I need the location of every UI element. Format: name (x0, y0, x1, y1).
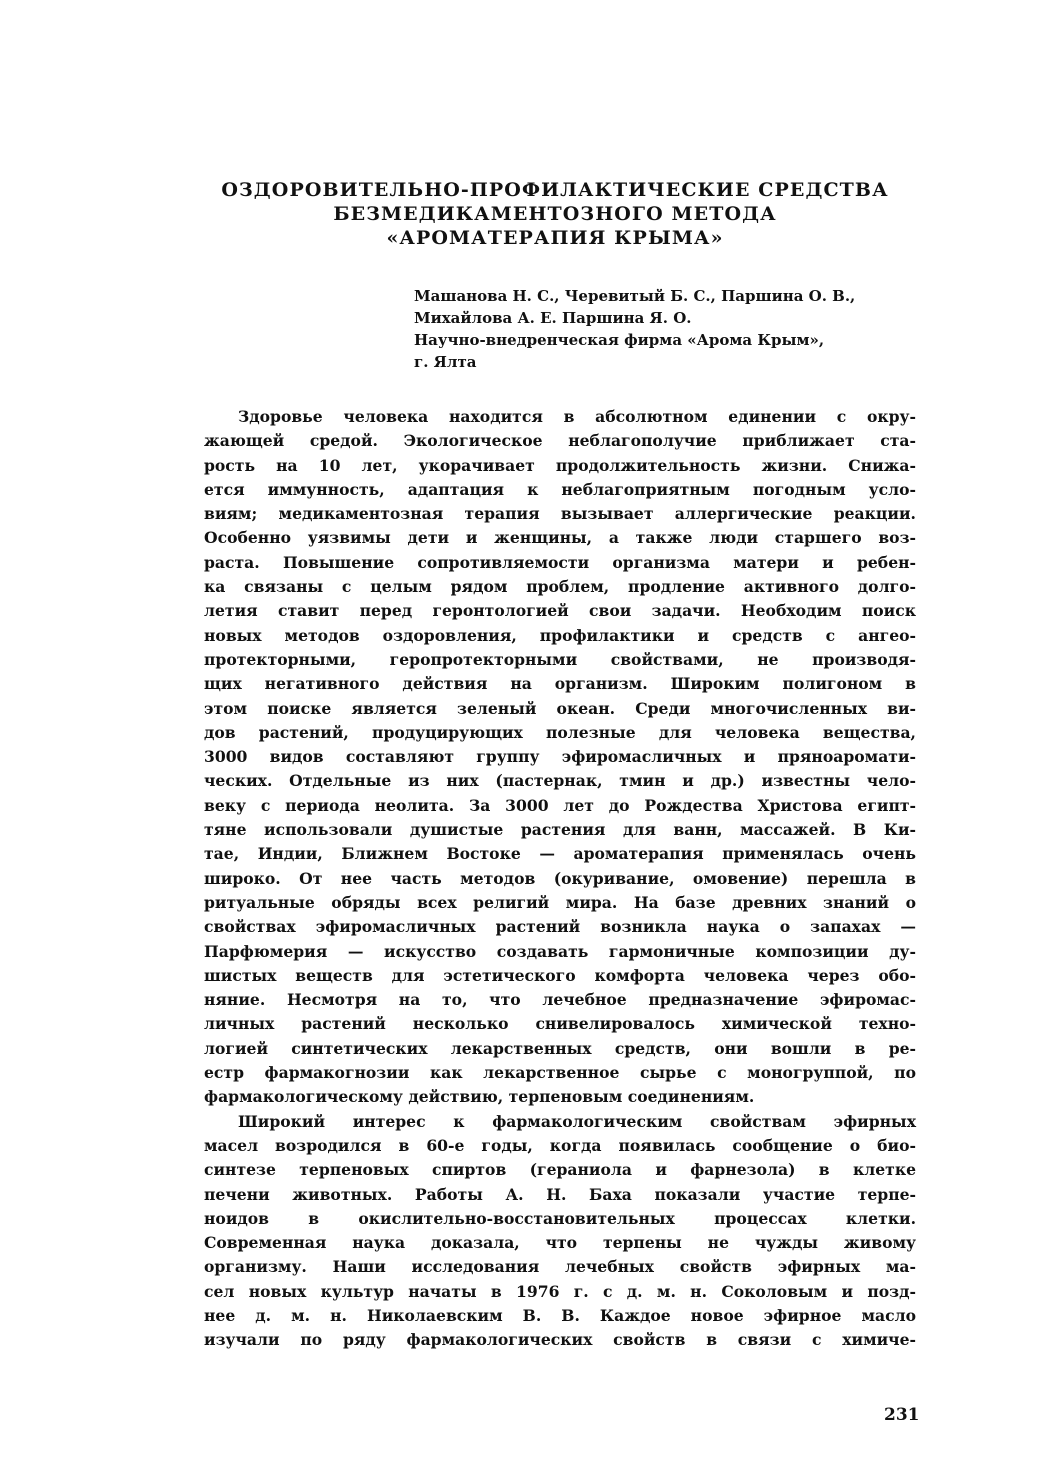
text-line: Особенно уязвимы дети и женщины, а также люди старшего воз- (204, 528, 916, 548)
text-line: протекторными, геропротекторными свойствами, не производя- (204, 649, 916, 669)
text-line: масел возродился в 60-е годы, когда появилась сообщение о био- (204, 1135, 916, 1155)
text-line: печени животных. Работы А. Н. Баха показали участие терпе- (204, 1184, 916, 1204)
text-line: раста. Повышение сопротивляемости организма матери и ребен- (204, 552, 916, 572)
text-line: логией синтетических лекарственных средств, они вошли в ре- (204, 1038, 916, 1058)
title-line-2: БЕЗМЕДИКАМЕНТОЗНОГО МЕТОДА (333, 203, 777, 225)
text-line: широко. От нее часть методов (окуривание, омовение) перешла в (204, 868, 916, 888)
text-line: тяне использовали душистые растения для ванн, массажей. В Ки- (204, 820, 916, 840)
text-line: жающей средой. Экологическое неблагополучие приближает ста- (204, 431, 916, 451)
text-line: ноидов в окислительно-восстановительных процессах клетки. (204, 1208, 916, 1228)
text-line: Широкий интерес к фармакологическим свойствам эфирных (238, 1111, 916, 1131)
authors-affiliation (414, 285, 934, 373)
text-line: организму. Наши исследования лечебных свойств эфирных ма- (204, 1257, 916, 1277)
text-line: сел новых культур начаты в 1976 г. с д. м. н. Соколовым и позд- (204, 1281, 916, 1301)
text-line: ритуальные обряды всех религий мира. На базе древних знаний о (204, 892, 916, 912)
text-line: дов растений, продуцирующих полезные для человека вещества, (204, 722, 916, 742)
text-line: ческих. Отдельные из них (пастернак, тмин и др.) известны чело- (204, 771, 916, 791)
title-line-3: «АРОМАТЕРАПИЯ КРЫМА» (386, 227, 724, 249)
text-line: 3000 видов составляют группу эфиромасличных и пряноаромати- (204, 747, 916, 767)
text-line: шистых веществ для эстетического комфорта человека через обо- (204, 965, 916, 985)
text-line: Парфюмерия — искусство создавать гармоничные композиции ду- (204, 941, 916, 961)
text-line: естр фармакогнозии как лекарственное сырье с моногруппой, по (204, 1063, 916, 1083)
authors-line-1: Машанова Н. С., Черевитый Б. С., Паршина О. В., (414, 287, 856, 305)
text-line: няние. Несмотря на то, что лечебное предназначение эфиромас- (204, 990, 916, 1010)
article-title (150, 178, 960, 250)
text-line: свойствах эфиромасличных растений возникла наука о запахах — (204, 917, 916, 937)
text-line: синтезе терпеновых спиртов (гераниола и фарнезола) в клетке (204, 1160, 916, 1180)
city-line: г. Ялта (414, 353, 477, 371)
text-line: веку с периода неолита. За 3000 лет до Рождества Христова египт- (204, 795, 916, 815)
text-line: Современная наука доказала, что терпены не чужды живому (204, 1233, 916, 1253)
affiliation-line: Научно-внедренческая фирма «Арома Крым», (414, 331, 825, 349)
text-line: новых методов оздоровления, профилактики и средств с ангео- (204, 625, 916, 645)
text-line: рость на 10 лет, укорачивает продолжительность жизни. Снижа- (204, 455, 916, 475)
page-number: 231 (884, 1405, 920, 1425)
paragraph-2 (204, 1110, 916, 1353)
text-line: ется иммунность, адаптация к неблагоприятным погодным усло- (204, 479, 916, 499)
text-line: нее д. м. н. Николаевским В. В. Каждое новое эфирное масло (204, 1305, 916, 1325)
authors-line-2: Михайлова А. Е. Паршина Я. О. (414, 309, 692, 327)
text-line: виям; медикаментозная терапия вызывает аллергические реакции. (204, 504, 916, 524)
text-line: этом поиске является зеленый океан. Среди многочисленных ви- (204, 698, 916, 718)
text-line: Здоровье человека находится в абсолютном единении с окру- (238, 407, 916, 426)
text-line: тае, Индии, Ближнем Востоке — ароматерапия применялась очень (204, 844, 916, 864)
article-body (204, 405, 916, 1353)
text-line: летия ставит перед геронтологией свои задачи. Необходим поиск (204, 601, 916, 621)
paragraph-1 (204, 405, 916, 1110)
title-line-1: ОЗДОРОВИТЕЛЬНО-ПРОФИЛАКТИЧЕСКИЕ СРЕДСТВА (221, 179, 889, 201)
text-line: фармакологическому действию, терпеновым соединениям. (204, 1087, 755, 1107)
text-line: щих негативного действия на организм. Широким полигоном в (204, 674, 916, 694)
text-line: изучали по ряду фармакологических свойств в связи с химиче- (204, 1330, 916, 1350)
text-line: ка связаны с целым рядом проблем, продление активного долго- (204, 577, 916, 597)
text-line: личных растений несколько снивелировалось химической техно- (204, 1014, 916, 1034)
